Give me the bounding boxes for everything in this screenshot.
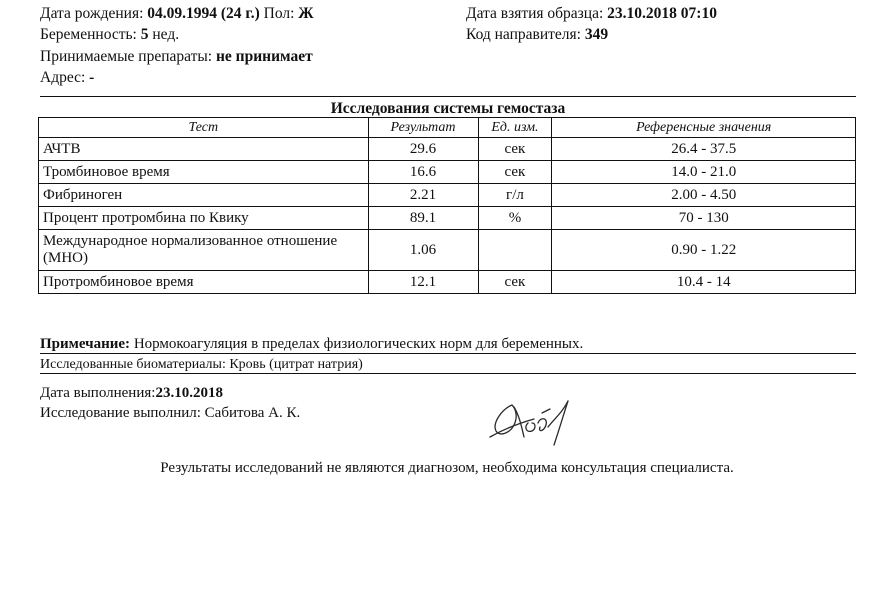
pregnancy-value: 5 [140, 26, 149, 43]
completion-date-line [40, 385, 223, 402]
table-header-row [39, 118, 856, 138]
cell-reference: 70 - 130 [552, 207, 856, 230]
sample-date-value: 23.10.2018 07:10 [607, 5, 717, 22]
address-line [40, 68, 94, 88]
table-row [39, 271, 856, 294]
cell-reference: 26.4 - 37.5 [552, 138, 856, 161]
sex-value: Ж [298, 5, 314, 22]
table-row [39, 138, 856, 161]
cell-test: Международное нормализованное отношение (МНО) [39, 230, 369, 271]
col-header-reference: Референсные значения [552, 118, 856, 138]
cell-result: 16.6 [368, 161, 478, 184]
pregnancy-line [40, 25, 179, 45]
table-row [39, 230, 856, 271]
sex-label: Пол: [263, 5, 295, 22]
note-line [40, 336, 583, 353]
referrer-value: 349 [584, 26, 609, 43]
referrer-line [466, 25, 608, 45]
address-value: - [89, 69, 95, 86]
cell-result: 89.1 [368, 207, 478, 230]
biomaterial-rule [40, 373, 856, 374]
dob-line [40, 4, 314, 24]
cell-test: Протромбиновое время [39, 271, 369, 294]
sample-date-line [466, 4, 717, 24]
cell-reference: 2.00 - 4.50 [552, 184, 856, 207]
performer-value: Сабитова А. К. [204, 405, 301, 421]
pregnancy-unit: нед. [152, 26, 180, 43]
col-header-test: Тест [39, 118, 369, 138]
dob-label: Дата рождения: [40, 5, 144, 22]
pregnancy-label: Беременность: [40, 26, 137, 43]
table-row [39, 184, 856, 207]
cell-reference: 10.4 - 14 [552, 271, 856, 294]
cell-result: 1.06 [368, 230, 478, 271]
referrer-label: Код направителя: [466, 26, 581, 43]
completion-date-label: Дата выполнения: [40, 385, 156, 401]
cell-result: 29.6 [368, 138, 478, 161]
cell-test: Тромбиновое время [39, 161, 369, 184]
completion-date-value: 23.10.2018 [155, 385, 223, 401]
cell-result: 2.21 [368, 184, 478, 207]
address-label: Адрес: [40, 69, 86, 86]
cell-test: Фибриноген [39, 184, 369, 207]
disclaimer: Результаты исследований не являются диагнозом, необходима консультация специалиста. [160, 460, 734, 476]
signature-image [484, 393, 584, 451]
drugs-line [40, 47, 313, 67]
dob-value: 04.09.1994 (24 г.) [147, 5, 260, 22]
cell-unit: сек [478, 161, 552, 184]
cell-reference: 0.90 - 1.22 [552, 230, 856, 271]
drugs-value: не принимает [215, 48, 313, 65]
cell-test: Процент протромбина по Квику [39, 207, 369, 230]
drugs-label: Принимаемые препараты: [40, 48, 213, 65]
cell-unit: г/л [478, 184, 552, 207]
section-top-rule [40, 96, 856, 97]
cell-test: АЧТВ [39, 138, 369, 161]
biomaterial-text: Исследованные биоматериалы: Кровь (цитрат натрия) [40, 357, 363, 372]
cell-reference: 14.0 - 21.0 [552, 161, 856, 184]
cell-unit [478, 230, 552, 271]
table-row [39, 161, 856, 184]
col-header-unit: Ед. изм. [478, 118, 552, 138]
performer-line [40, 405, 300, 422]
col-header-result: Результат [368, 118, 478, 138]
sample-date-label: Дата взятия образца: [466, 5, 604, 22]
note-text: Нормокоагуляция в пределах физиологических норм для беременных. [133, 336, 584, 352]
section-title: Исследования системы гемостаза [330, 100, 566, 117]
cell-unit: сек [478, 138, 552, 161]
note-label: Примечание: [40, 336, 131, 352]
cell-unit: сек [478, 271, 552, 294]
table-row [39, 207, 856, 230]
performer-label: Исследование выполнил: [40, 405, 201, 421]
cell-unit: % [478, 207, 552, 230]
note-rule [40, 353, 856, 354]
cell-result: 12.1 [368, 271, 478, 294]
results-table [38, 117, 856, 294]
